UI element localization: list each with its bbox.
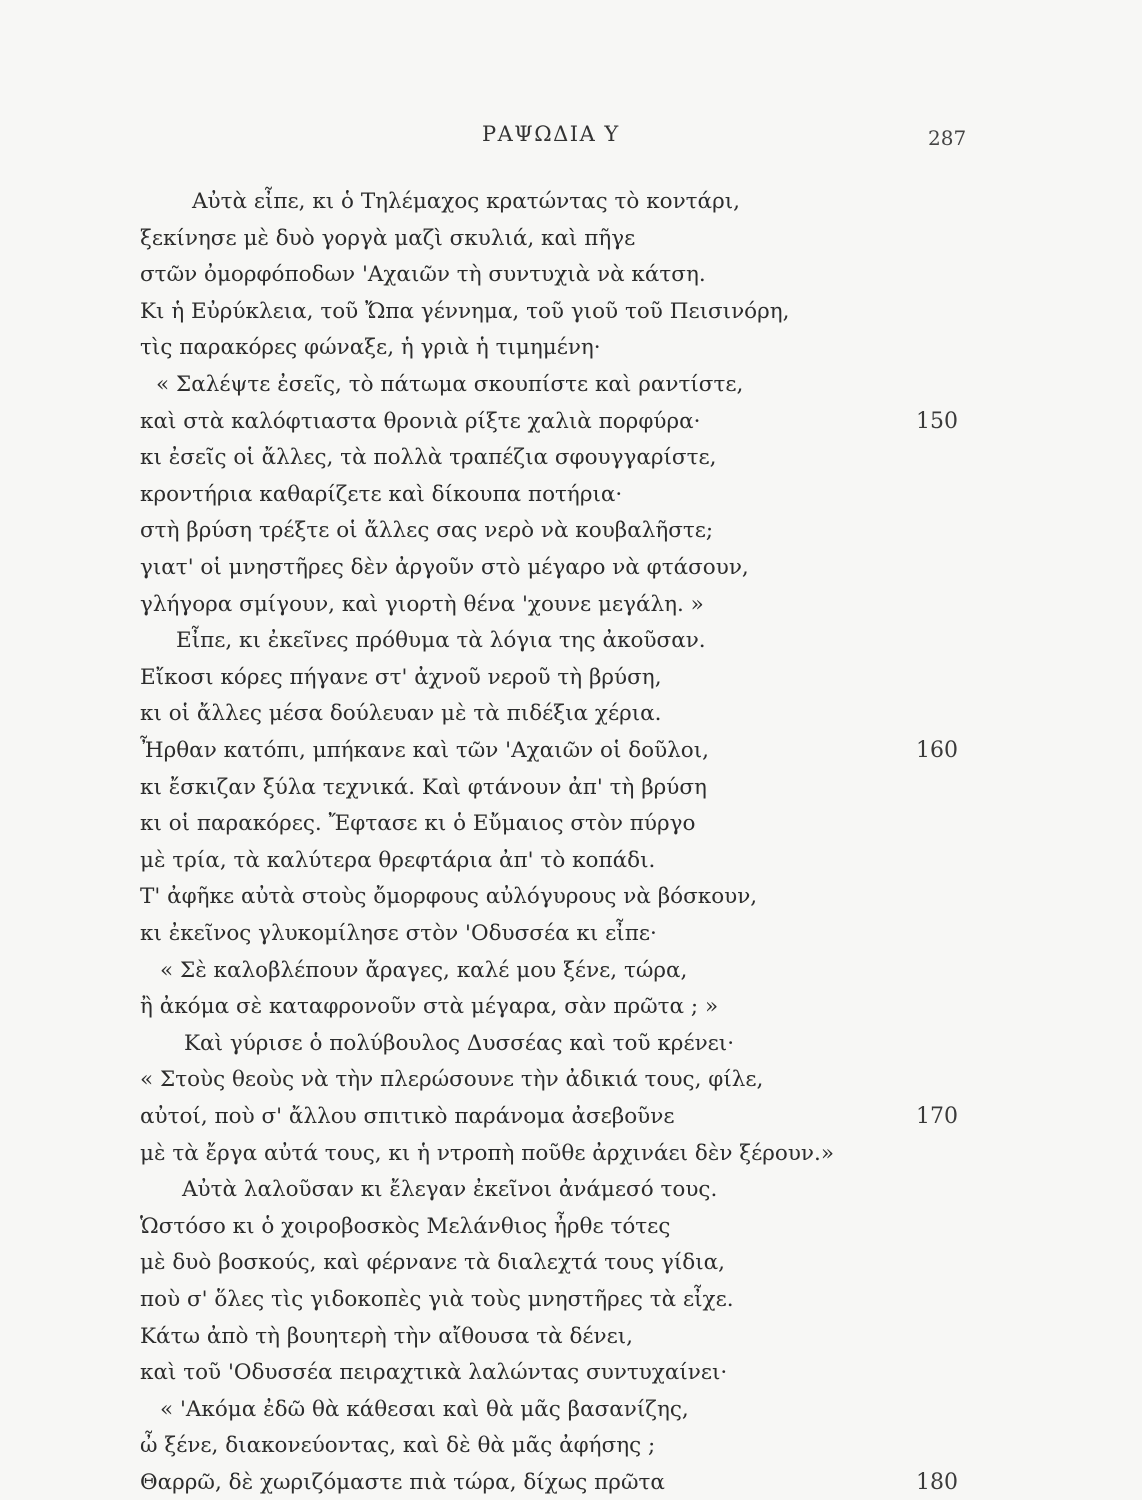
verse-text: « Σαλέψτε ἐσεῖς, τὸ πάτωμα σκουπίστε καὶ ραντίστε, (156, 372, 744, 397)
verse-text: « 'Ακόμα ἐδῶ θὰ κάθεσαι καὶ θὰ μᾶς βασανίζης, (160, 1397, 689, 1422)
verse-text: Τ' ἀφῆκε αὐτὰ στοὺς ὄμορφους αὐλόγυρους νὰ βόσκουν, (140, 884, 758, 909)
verse-text: Εἴκοσι κόρες πήγανε στ' ἀχνοῦ νεροῦ τὴ βρύση, (140, 665, 662, 690)
verse-line (0, 479, 1142, 511)
verse-text: αὐτοί, ποὺ σ' ἄλλου σπιτικὸ παράνομα ἀσεβοῦνε (140, 1104, 675, 1129)
verse-text: ξεκίνησε μὲ δυὸ γοργὰ μαζὶ σκυλιά, καὶ πῆγε (140, 226, 636, 251)
line-number: 170 (916, 1104, 958, 1129)
verse-text: ἢ ἀκόμα σὲ καταφρονοῦν στὰ μέγαρα, σὰν πρῶτα ; » (140, 994, 719, 1019)
line-number: 160 (916, 738, 958, 763)
verse-text: γλήγορα σμίγουν, καὶ γιορτὴ θένα 'χουνε μεγάλη. » (140, 592, 704, 617)
verse-line (0, 369, 1142, 401)
verse-text: « Στοὺς θεοὺς νὰ τὴν πλερώσουνε τὴν ἀδικιά τους, φίλε, (140, 1067, 764, 1092)
verse-text: καὶ στὰ καλόφτιαστα θρονιὰ ρίξτε χαλιὰ πορφύρα· (140, 409, 701, 434)
verse-line (0, 515, 1142, 547)
verse-line (0, 955, 1142, 987)
verse-line (0, 1467, 1142, 1499)
verse-text: στῶν ὀμορφόποδων 'Αχαιῶν τὴ συντυχιὰ νὰ κάτση. (140, 262, 706, 287)
verse-text: ποὺ σ' ὅλες τὶς γιδοκοπὲς γιὰ τοὺς μνηστῆρες τὰ εἶχε. (140, 1287, 734, 1312)
verse-line (0, 1211, 1142, 1243)
verse-line (0, 1321, 1142, 1353)
verse-text: κι οἱ ἄλλες μέσα δούλευαν μὲ τὰ πιδέξια χέρια. (140, 701, 662, 726)
verse-text: κι ἔσκιζαν ξύλα τεχνικά. Καὶ φτάνουν ἀπ' τὴ βρύση (140, 775, 707, 800)
verse-line (0, 332, 1142, 364)
verse-line (0, 1430, 1142, 1462)
verse-line (0, 1357, 1142, 1389)
verse-line (0, 296, 1142, 328)
verse-line (0, 1138, 1142, 1170)
verse-line (0, 223, 1142, 255)
verse-text: μὲ τρία, τὰ καλύτερα θρεφτάρια ἀπ' τὸ κοπάδι. (140, 848, 656, 873)
line-number: 180 (916, 1470, 958, 1495)
verse-line (0, 625, 1142, 657)
verse-line (0, 186, 1142, 218)
verse-line (0, 735, 1142, 767)
page-number: 287 (928, 126, 967, 150)
verse-text: Εἶπε, κι ἐκεῖνες πρόθυμα τὰ λόγια της ἀκοῦσαν. (176, 628, 706, 653)
verse-text: Αὐτὰ εἶπε, κι ὁ Τηλέμαχος κρατώντας τὸ κοντάρι, (192, 189, 740, 214)
verse-line (0, 808, 1142, 840)
verse-line (0, 881, 1142, 913)
verse-text: κροντήρια καθαρίζετε καὶ δίκουπα ποτήρια· (140, 482, 623, 507)
verse-text: γιατ' οἱ μνηστῆρες δὲν ἀργοῦν στὸ μέγαρο νὰ φτάσουν, (140, 555, 749, 580)
verse-line (0, 1101, 1142, 1133)
verse-text: μὲ τὰ ἔργα αὐτά τους, κι ἡ ντροπὴ ποῦθε ἀρχινάει δὲν ξέρουν.» (140, 1141, 834, 1166)
verse-line (0, 1247, 1142, 1279)
verse-text: κι ἐσεῖς οἱ ἄλλες, τὰ πολλὰ τραπέζια σφουγγαρίστε, (140, 445, 717, 470)
verse-line (0, 991, 1142, 1023)
verse-text: Καὶ γύρισε ὁ πολύβουλος Δυσσέας καὶ τοῦ κρένει· (184, 1031, 735, 1056)
verse-line (0, 259, 1142, 291)
verse-line (0, 1064, 1142, 1096)
verse-line (0, 552, 1142, 584)
verse-line (0, 698, 1142, 730)
verse-text: Κάτω ἀπὸ τὴ βουητερὴ τὴν αἴθουσα τὰ δένει, (140, 1324, 634, 1349)
verse-line (0, 918, 1142, 950)
verse-line (0, 772, 1142, 804)
verse-text: Ἦρθαν κατόπι, μπήκανε καὶ τῶν 'Αχαιῶν οἱ δοῦλοι, (140, 738, 710, 763)
verse-line (0, 1174, 1142, 1206)
verse-line (0, 442, 1142, 474)
verse-line (0, 662, 1142, 694)
verse-text: τὶς παρακόρες φώναξε, ἡ γριὰ ἡ τιμημένη· (140, 335, 601, 360)
verse-line (0, 1394, 1142, 1426)
verse-text: Θαρρῶ, δὲ χωριζόμαστε πιὰ τώρα, δίχως πρῶτα (140, 1470, 665, 1495)
verse-text: ὦ ξένε, διακονεύοντας, καὶ δὲ θὰ μᾶς ἀφήσης ; (140, 1433, 656, 1458)
verse-text: στὴ βρύση τρέξτε οἱ ἄλλες σας νερὸ νὰ κουβαλῆστε; (140, 518, 714, 543)
verse-text: « Σὲ καλοβλέπουν ἄραγες, καλέ μου ξένε, τώρα, (160, 958, 688, 983)
verse-text: Κι ἡ Εὐρύκλεια, τοῦ Ὤπα γέννημα, τοῦ γιοῦ τοῦ Πεισινόρη, (140, 299, 790, 324)
verse-line (0, 406, 1142, 438)
verse-text: κι ἐκεῖνος γλυκομίλησε στὸν 'Οδυσσέα κι εἶπε· (140, 921, 657, 946)
chapter-title: ΡΑΨΩΔΙΑ Υ (482, 122, 620, 146)
verse-line (0, 845, 1142, 877)
verse-text: Ὡστόσο κι ὁ χοιροβοσκὸς Μελάνθιος ἦρθε τότες (140, 1214, 671, 1239)
verse-text: μὲ δυὸ βοσκούς, καὶ φέρνανε τὰ διαλεχτά τους γίδια, (140, 1250, 726, 1275)
verse-text: κι οἱ παρακόρες. Ἔφτασε κι ὁ Εὔμαιος στὸν πύργο (140, 811, 696, 836)
verse-line (0, 1028, 1142, 1060)
verse-text: καὶ τοῦ 'Οδυσσέα πειραχτικὰ λαλώντας συντυχαίνει· (140, 1360, 728, 1385)
verse-line (0, 589, 1142, 621)
line-number: 150 (916, 409, 958, 434)
verse-line (0, 1284, 1142, 1316)
verse-text: Αὐτὰ λαλοῦσαν κι ἔλεγαν ἐκεῖνοι ἀνάμεσό τους. (182, 1177, 718, 1202)
